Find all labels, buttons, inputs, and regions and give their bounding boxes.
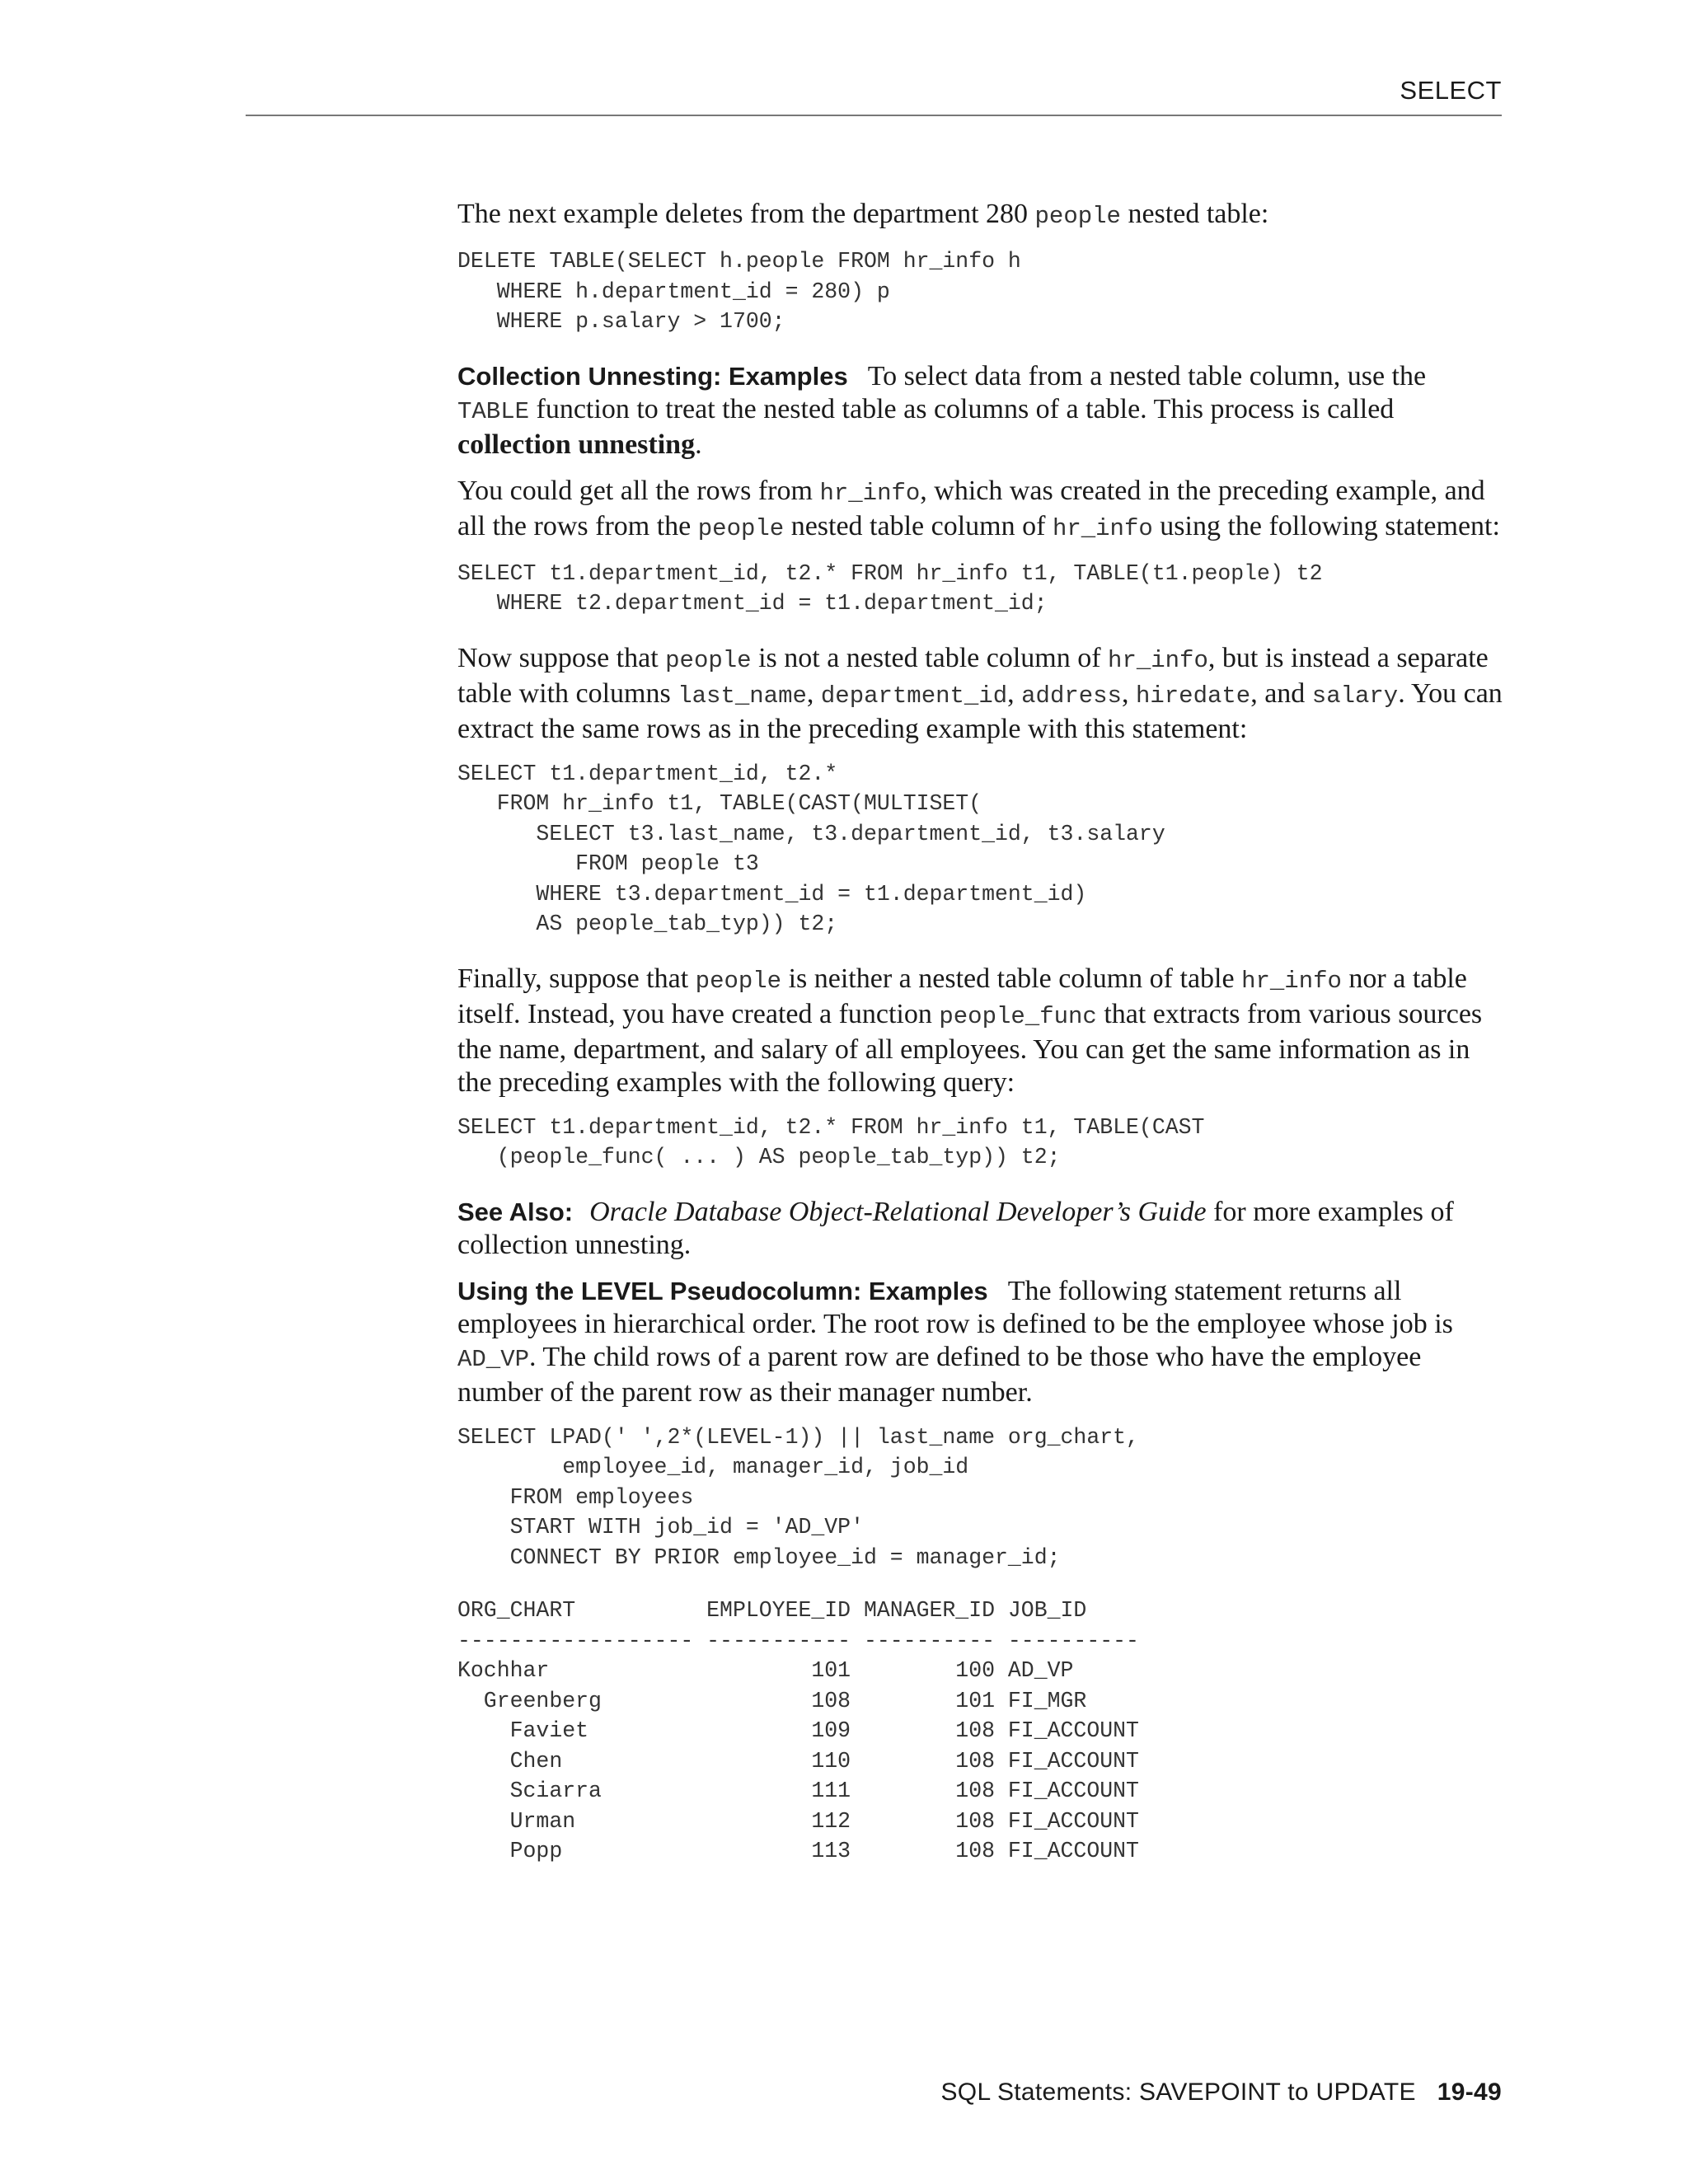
see-also-label: See Also: [457,1197,574,1226]
see-also-note: See Also: Oracle Database Object-Relational Developer’s Guide for more examples of collection unnesting. [457,1196,1454,1260]
header-divider [246,115,1502,116]
inline-code: AD_VP [457,1345,530,1373]
page-number: 19-49 [1437,2079,1502,2106]
code-delete-example: DELETE TABLE(SELECT h.people FROM hr_info h WHERE h.department_id = 280) p WHERE p.salary > 1700; [457,249,1021,334]
code-people-func: SELECT t1.department_id, t2.* FROM hr_info t1, TABLE(CAST (people_func( ... ) AS people_tab_typ)) t2; [457,1114,1205,1169]
inline-code: hiredate [1135,682,1251,710]
section-heading-collection-unnesting: Collection Unnesting: Examples [457,361,848,391]
page-footer [941,2079,1503,2107]
inline-code: hr_info [1108,646,1208,674]
inline-code: hr_info [819,479,921,507]
inline-code: people [697,514,785,542]
code-connect-by: SELECT LPAD(' ',2*(LEVEL-1)) || last_name org_chart, employee_id, manager_id, job_id FROM employees START WITH job_id = 'AD_VP' CONNECT BY PRIOR employee_id = manager_id; [457,1424,1139,1570]
paragraph-separate-table: Now suppose that people is not a nested table column of hr_info, but is instead a separate table with columns last_name, department_id, address, hiredate, and salary. You can extract the same rows as in the preceding example with this statement: [457,642,1503,744]
running-header: SELECT [1400,76,1502,105]
paragraph-all-rows: You could get all the rows from hr_info, which was created in the preceding example, and all the rows from the people nested table column of hr_info using the following statement: [457,475,1500,542]
paragraph-people-func: Finally, suppose that people is neither a nested table column of table hr_info nor a table itself. Instead, you have created a function people_func that extracts from various sources the name, department, and salary of all employees. You can get the same information as in the preceding examples with the following query: [457,963,1483,1098]
paragraph-collection-unnesting: Collection Unnesting: Examples To select data from a nested table column, use the TABLE function to treat the nested table as columns of a table. This process is called collection unnesting. [457,360,1427,460]
inline-code: TABLE [457,397,530,425]
inline-code: hr_info [1052,514,1153,542]
inline-code: people_func [939,1002,1097,1030]
code-table-unnest: SELECT t1.department_id, t2.* FROM hr_info t1, TABLE(t1.people) t2 WHERE t2.department_id = t1.department_id; [457,560,1323,616]
term-collection-unnesting: collection unnesting [457,429,696,460]
inline-code: address [1021,682,1122,710]
paragraph-delete-intro: The next example deletes from the department 280 people nested table: [457,199,1269,230]
query-output-table: ORG_CHART EMPLOYEE_ID MANAGER_ID JOB_ID ------------------ ----------- ---------- ---------- Kochhar 101 100 AD_VP Greenberg 108 101 FI_MGR Faviet 109 108 FI_ACCOUNT Chen 110 108 FI_ACCOUNT Sciarra 111 108 FI_ACCOUNT Urman 112 108 FI_ACCOUNT Popp 113 108 FI_ACCOUNT [457,1598,1139,1863]
inline-code: people [695,967,782,995]
inline-code: department_id [820,682,1008,710]
section-heading-level-pseudocolumn: Using the LEVEL Pseudocolumn: Examples [457,1276,988,1305]
inline-code: hr_info [1241,967,1342,995]
inline-code: people [665,646,752,674]
inline-code: salary [1311,682,1399,710]
page-content [457,198,1504,1890]
inline-code: people [1034,203,1121,230]
code-multiset-cast: SELECT t1.department_id, t2.* FROM hr_info t1, TABLE(CAST(MULTISET( SELECT t3.last_name, t3.department_id, t3.salary FROM people t3 WHERE t3.department_id = t1.department_id) AS people_tab_typ)) t2; [457,761,1165,936]
see-also-book-title: Oracle Database Object-Relational Developer’s Guide [589,1196,1207,1227]
inline-code: last_name [678,682,807,710]
paragraph-level-pseudocolumn: Using the LEVEL Pseudocolumn: Examples The following statement returns all employees in hierarchical order. The root row is defined to be the employee whose job is AD_VP. The child rows of a parent row are defined to be those who have the employee number of the parent row as their manager number. [457,1275,1453,1408]
footer-section-title: SQL Statements: SAVEPOINT to UPDATE [940,2079,1416,2106]
